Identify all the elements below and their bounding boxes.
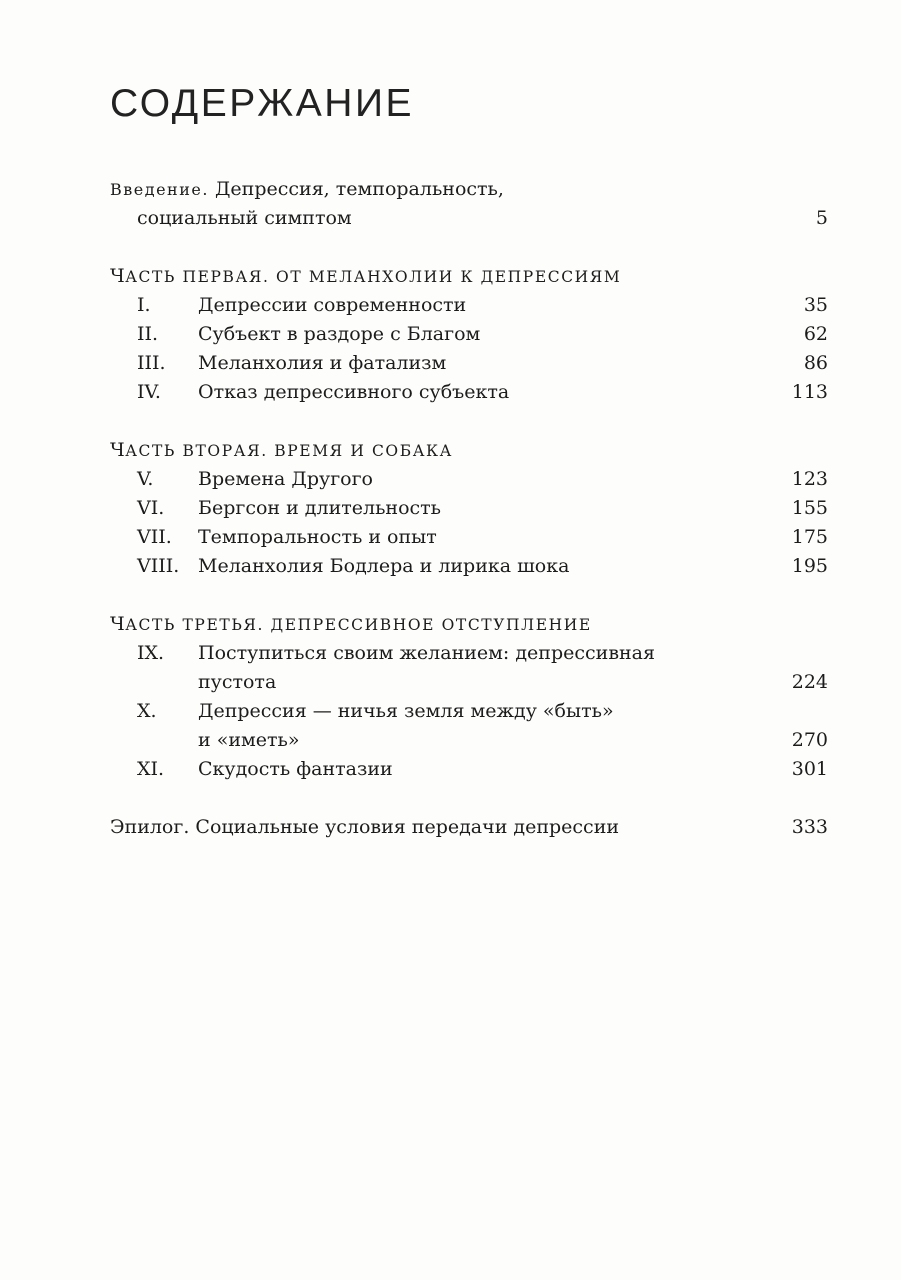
chapter-title: Депрессии современности: [198, 294, 467, 316]
toc-page-number: 62: [803, 323, 828, 345]
toc-chapter[interactable]: [0, 378, 901, 407]
toc-chapter[interactable]: [0, 639, 901, 668]
chapter-title: Меланхолия Бодлера и лирика шока: [198, 555, 570, 577]
epilogue-title: Эпилог. Социальные условия передачи депрессии: [110, 816, 620, 838]
chapter-number: X.: [137, 700, 157, 722]
toc-page-number: 301: [791, 758, 828, 780]
toc-page-number: 86: [803, 352, 828, 374]
intro-title-line2: социальный симптом: [137, 207, 352, 229]
toc-entry-epilogue[interactable]: [0, 813, 901, 842]
toc-chapter[interactable]: [0, 494, 901, 523]
chapter-number: VI.: [137, 497, 165, 519]
chapter-title: Скудость фантазии: [198, 758, 393, 780]
toc-page-number: 113: [791, 381, 828, 403]
part-heading-1: ЧАСТЬ ПЕРВАЯ. ОТ МЕЛАНХОЛИИ К ДЕПРЕССИЯМ: [110, 265, 622, 287]
page-title: СОДЕРЖАНИЕ: [110, 82, 415, 125]
intro-title-line1: Депрессия, темпоральность,: [214, 178, 504, 200]
toc-page-number: 155: [791, 497, 828, 519]
chapter-title: Субъект в раздоре с Благом: [198, 323, 481, 345]
toc-page-number: 35: [803, 294, 828, 316]
chapter-number: I.: [137, 294, 151, 316]
toc-page-number: 270: [791, 729, 828, 751]
toc-chapter[interactable]: [0, 523, 901, 552]
chapter-title: Меланхолия и фатализм: [198, 352, 447, 374]
toc-entry-intro-line1: [110, 175, 504, 204]
toc-page-number: 5: [815, 207, 828, 229]
toc-page-number: 224: [791, 671, 828, 693]
part-heading-2: ЧАСТЬ ВТОРАЯ. ВРЕМЯ И СОБАКА: [110, 439, 453, 461]
chapter-title: Отказ депрессивного субъекта: [198, 381, 510, 403]
intro-lead-word: Введение.: [110, 180, 209, 199]
chapter-title-line1: Поступиться своим желанием: депрессивная: [198, 642, 655, 664]
chapter-title: Бергсон и длительность: [198, 497, 442, 519]
chapter-number: IV.: [137, 381, 161, 403]
chapter-title-line1: Депрессия — ничья земля между «быть»: [198, 700, 614, 722]
toc-page-number: 123: [791, 468, 828, 490]
chapter-number: IX.: [137, 642, 165, 664]
toc-chapter[interactable]: [0, 552, 901, 581]
toc-page-number: 195: [791, 555, 828, 577]
toc-page-number: 175: [791, 526, 828, 548]
chapter-title-line2: пустота: [198, 671, 277, 693]
chapter-number: XI.: [137, 758, 165, 780]
chapter-title: Темпоральность и опыт: [198, 526, 437, 548]
toc-chapter[interactable]: [0, 465, 901, 494]
chapter-number: V.: [137, 468, 154, 490]
toc-chapter[interactable]: [0, 349, 901, 378]
chapter-number: II.: [137, 323, 159, 345]
part-heading-3: ЧАСТЬ ТРЕТЬЯ. ДЕПРЕССИВНОЕ ОТСТУПЛЕНИЕ: [110, 613, 592, 635]
toc-page-number: 333: [791, 816, 828, 838]
chapter-title: Времена Другого: [198, 468, 373, 490]
chapter-number: VII.: [137, 526, 172, 548]
toc-entry-intro[interactable]: [0, 175, 901, 204]
toc-chapter-cont[interactable]: [0, 668, 901, 697]
toc-entry-intro-cont[interactable]: [0, 204, 901, 233]
toc-chapter[interactable]: [0, 291, 901, 320]
toc-chapter[interactable]: [0, 697, 901, 726]
chapter-number: III.: [137, 352, 166, 374]
chapter-number: VIII.: [137, 555, 180, 577]
chapter-title-line2: и «иметь»: [198, 729, 300, 751]
toc-chapter-cont[interactable]: [0, 726, 901, 755]
toc-chapter[interactable]: [0, 755, 901, 784]
toc-chapter[interactable]: [0, 320, 901, 349]
